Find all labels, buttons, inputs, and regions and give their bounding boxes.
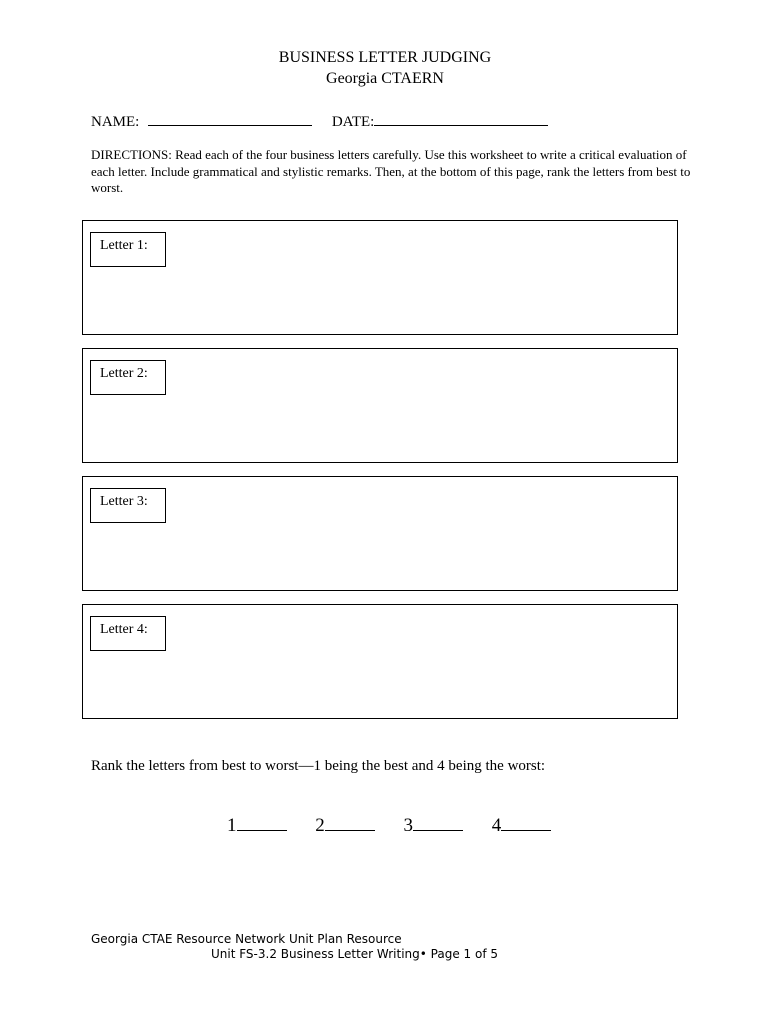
rank-2-field[interactable] [325, 812, 375, 831]
date-label: DATE: [331, 114, 375, 130]
rank-slot-1 [227, 812, 287, 837]
letter-1-evaluation-box[interactable] [82, 220, 678, 335]
letter-2-label: Letter 2: [90, 360, 166, 395]
page-subtitle: Georgia CTAERN [326, 70, 444, 87]
footer-line-2: Unit FS-3.2 Business Letter Writing• Page 1 of 5 [211, 947, 498, 961]
letter-4-evaluation-box[interactable] [82, 604, 678, 719]
name-date-row [91, 111, 548, 131]
page-title: BUSINESS LETTER JUDGING [278, 49, 492, 66]
letter-3-evaluation-box[interactable] [82, 476, 678, 591]
rank-3-field[interactable] [413, 812, 463, 831]
rank-number: 2 [315, 815, 325, 836]
letter-3-label: Letter 3: [90, 488, 166, 523]
rank-slot-4 [492, 812, 552, 837]
letter-2-evaluation-box[interactable] [82, 348, 678, 463]
name-label: NAME: [91, 114, 140, 130]
rank-number: 3 [403, 815, 413, 836]
rank-slot-2 [315, 812, 375, 837]
rank-4-field[interactable] [501, 812, 551, 831]
directions-text: DIRECTIONS: Read each of the four business letters carefully. Use this worksheet to write a critical evaluation of each letter. Include grammatical and stylistic remarks. Then, at the bottom of this page, rank the letters from best to worst. [91, 147, 691, 195]
letter-4-label: Letter 4: [90, 616, 166, 651]
footer-line-1: Georgia CTAE Resource Network Unit Plan Resource [91, 932, 402, 946]
rank-instruction: Rank the letters from best to worst—1 being the best and 4 being the worst: [91, 758, 546, 774]
letter-1-label: Letter 1: [90, 232, 166, 267]
rank-slot-3 [404, 812, 464, 837]
rank-1-field[interactable] [237, 812, 287, 831]
date-field[interactable] [374, 111, 548, 126]
rank-number: 4 [491, 815, 502, 836]
rank-number: 1 [227, 815, 237, 836]
rank-slots [227, 812, 575, 837]
name-field[interactable] [148, 111, 312, 126]
